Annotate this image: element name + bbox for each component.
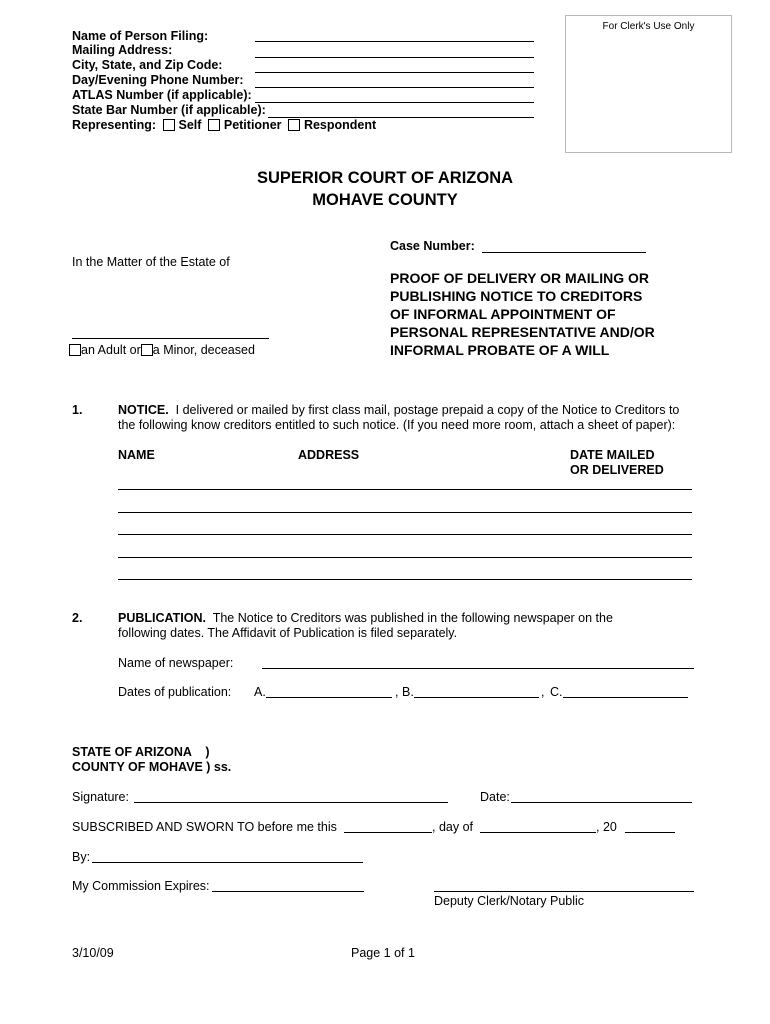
signature-date-label: Date: xyxy=(480,790,510,804)
creditor-line[interactable] xyxy=(118,512,692,513)
creditor-line[interactable] xyxy=(118,579,692,580)
deputy-label: Deputy Clerk/Notary Public xyxy=(434,894,585,908)
column-address: ADDRESS xyxy=(298,448,360,462)
date-a-label: A. xyxy=(254,685,266,699)
self-checkbox[interactable] xyxy=(163,119,175,131)
page-number: Page 1 of 1 xyxy=(351,946,415,960)
by-label: By: xyxy=(72,850,91,864)
section2-number: 2. xyxy=(72,611,83,625)
state-venue: STATE OF ARIZONA ) xyxy=(72,745,210,759)
field-line-name[interactable] xyxy=(255,41,534,42)
representing-row xyxy=(72,118,376,132)
date-c-label: C. xyxy=(550,685,563,699)
representing-label: Representing: xyxy=(72,118,157,132)
clerk-use-label: For Clerk's Use Only xyxy=(602,21,695,32)
section1-heading: NOTICE. xyxy=(118,403,169,417)
date-b-line[interactable] xyxy=(414,697,539,698)
date-a-line[interactable] xyxy=(266,697,392,698)
field-label-mailing-address: Mailing Address: xyxy=(72,43,173,57)
deputy-signature-line[interactable] xyxy=(434,891,694,892)
county-venue: COUNTY OF MOHAVE ) ss. xyxy=(72,760,232,774)
sworn-month-line[interactable] xyxy=(480,832,596,833)
footer-date: 3/10/09 xyxy=(72,946,114,960)
self-label: Self xyxy=(178,118,202,132)
date-b-label: B. xyxy=(402,685,414,699)
document-title-line: PUBLISHING NOTICE TO CREDITORS xyxy=(390,288,643,304)
section1-text-line2: the following know creditors entitled to such notice. (If you need more room, attach a sheet of paper): xyxy=(118,418,676,432)
column-date-line2: OR DELIVERED xyxy=(570,463,664,477)
petitioner-checkbox[interactable] xyxy=(208,119,220,131)
field-label-city-state-zip: City, State, and Zip Code: xyxy=(72,58,223,72)
date-separator-1: , xyxy=(395,685,399,699)
decedent-name-line[interactable] xyxy=(72,338,269,339)
creditor-line[interactable] xyxy=(118,534,692,535)
adult-checkbox[interactable] xyxy=(69,344,81,356)
county-name: MOHAVE COUNTY xyxy=(312,191,458,209)
respondent-label: Respondent xyxy=(303,118,377,132)
case-number-label: Case Number: xyxy=(390,239,475,253)
dates-label: Dates of publication: xyxy=(118,685,232,699)
petitioner-label: Petitioner xyxy=(223,118,282,132)
document-title-line: INFORMAL PROBATE OF A WILL xyxy=(390,342,610,358)
creditor-line[interactable] xyxy=(118,489,692,490)
column-date-line1: DATE MAILED xyxy=(570,448,655,462)
section2-text-line1: The Notice to Creditors was published in the following newspaper on the xyxy=(212,611,613,625)
creditor-line[interactable] xyxy=(118,557,692,558)
by-line[interactable] xyxy=(92,862,363,863)
respondent-checkbox[interactable] xyxy=(288,119,300,131)
section2-heading: PUBLICATION. xyxy=(118,611,206,625)
document-title-line: PERSONAL REPRESENTATIVE AND/OR xyxy=(390,324,655,340)
section1-text xyxy=(118,403,679,433)
case-number-line[interactable] xyxy=(482,252,646,253)
column-date xyxy=(570,448,664,478)
field-label-state-bar: State Bar Number (if applicable): xyxy=(72,103,266,117)
date-c-line[interactable] xyxy=(563,697,688,698)
sworn-year-line[interactable] xyxy=(625,832,675,833)
field-line-mailing-address[interactable] xyxy=(255,57,534,58)
commission-label: My Commission Expires: xyxy=(72,879,210,893)
field-line-phone[interactable] xyxy=(255,87,534,88)
signature-line[interactable] xyxy=(134,802,448,803)
date-separator-2: , xyxy=(541,685,545,699)
signature-date-line[interactable] xyxy=(511,802,692,803)
section1-number: 1. xyxy=(72,403,83,417)
document-title-line: PROOF OF DELIVERY OR MAILING OR xyxy=(390,270,650,286)
sworn-day-line[interactable] xyxy=(344,832,432,833)
field-label-name: Name of Person Filing: xyxy=(72,29,209,43)
clerk-use-box xyxy=(565,15,732,153)
field-line-city-state-zip[interactable] xyxy=(255,72,534,73)
field-label-phone: Day/Evening Phone Number: xyxy=(72,73,244,87)
estate-label: In the Matter of the Estate of xyxy=(72,255,230,269)
field-label-atlas: ATLAS Number (if applicable): xyxy=(72,88,252,102)
year-prefix: , 20 xyxy=(596,820,617,834)
court-name: SUPERIOR COURT OF ARIZONA xyxy=(256,169,514,187)
minor-label: a Minor, deceased xyxy=(152,343,255,357)
signature-label: Signature: xyxy=(72,790,129,804)
document-title xyxy=(390,269,655,359)
minor-checkbox[interactable] xyxy=(141,344,153,356)
section2-text-line2: following dates. The Affidavit of Publication is filed separately. xyxy=(118,626,458,640)
day-of-text: , day of xyxy=(432,820,473,834)
commission-line[interactable] xyxy=(212,891,364,892)
document-title-line: OF INFORMAL APPOINTMENT OF xyxy=(390,306,616,322)
section2-text xyxy=(118,611,613,641)
adult-minor-row xyxy=(69,343,255,357)
newspaper-label: Name of newspaper: xyxy=(118,656,234,670)
newspaper-line[interactable] xyxy=(262,668,694,669)
adult-label: an Adult or xyxy=(81,343,141,357)
subscribed-text: SUBSCRIBED AND SWORN TO before me this xyxy=(72,820,337,834)
section1-text-line1: I delivered or mailed by first class mail, postage prepaid a copy of the Notice to Creditors to xyxy=(175,403,680,417)
column-name: NAME xyxy=(118,448,155,462)
field-line-atlas[interactable] xyxy=(255,102,534,103)
